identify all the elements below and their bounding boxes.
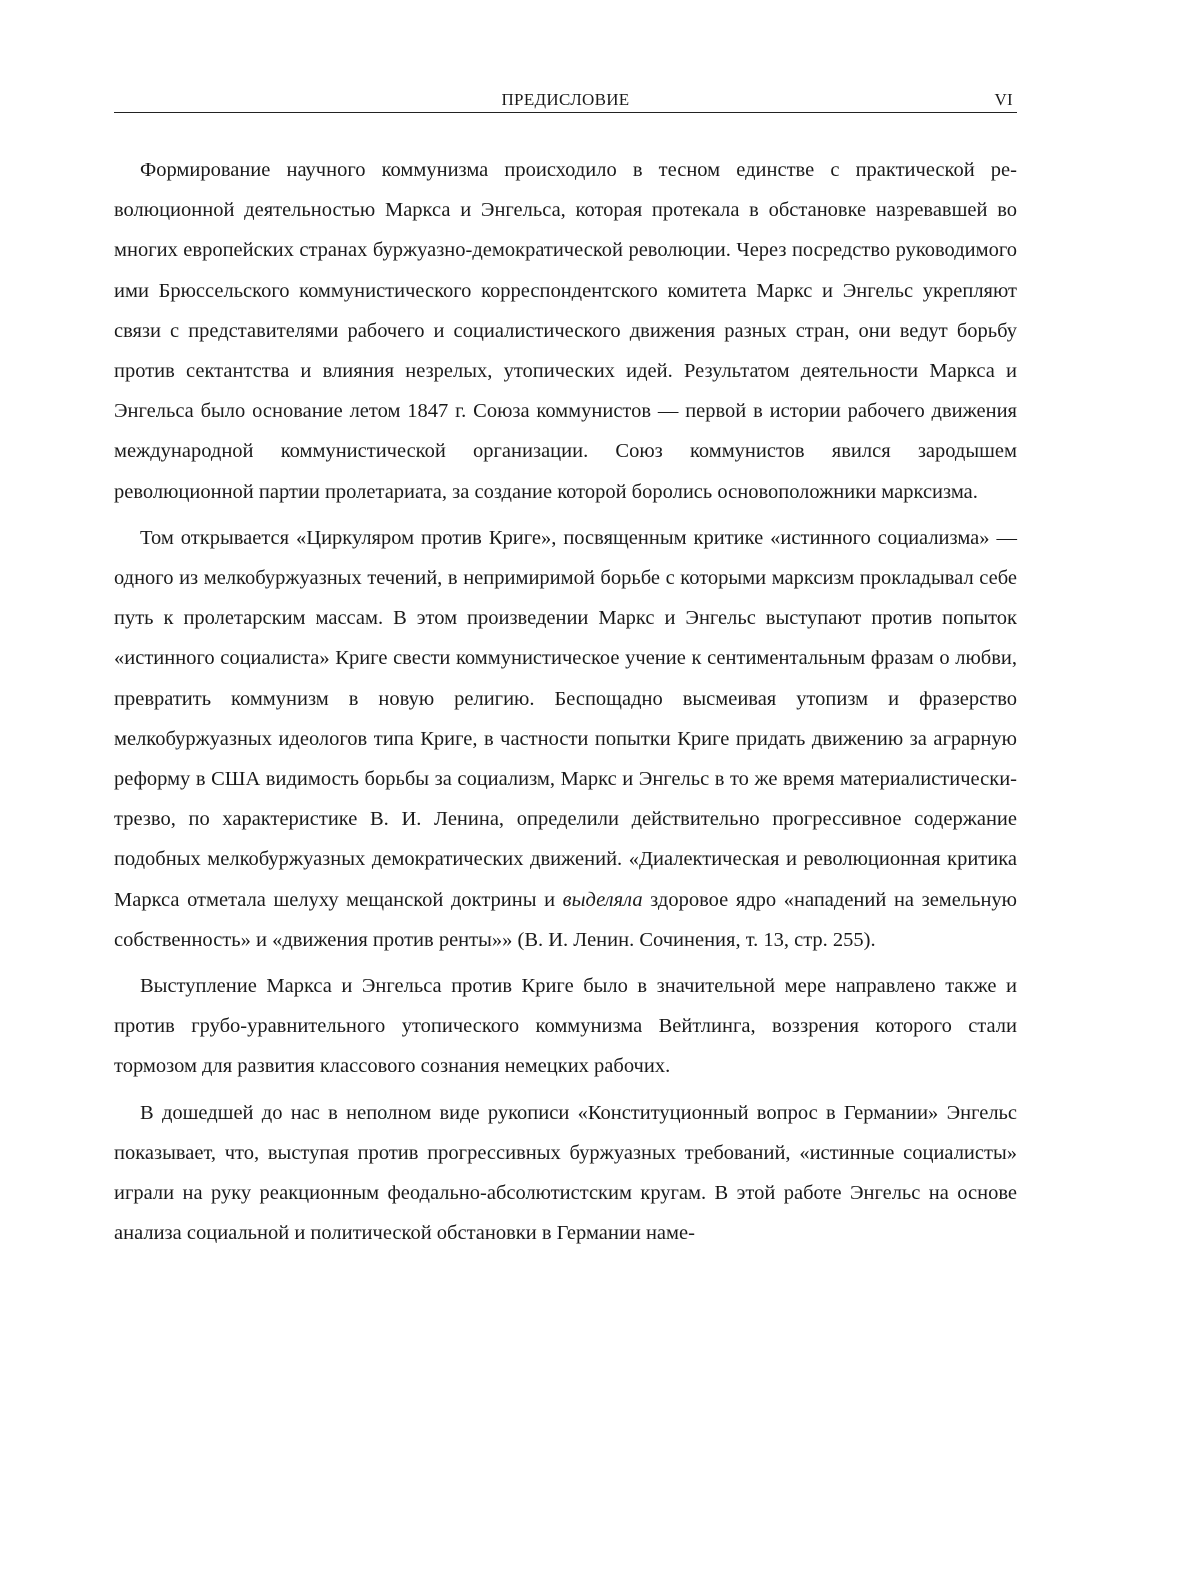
- header-title: ПРЕДИСЛОВИЕ: [501, 90, 630, 109]
- paragraph-4-text: В дошедшей до нас в неполном виде рукописи «Конституционный вопрос в Германии» Энгельс показывает, что, выступая против прогрессивных буржуазных требований, «истинные социалисты» играли на руку реакционным феодально-абсолютистским кругам. В этой работе Энгельс на основе анализа социальной и политической обстановки в Германии наме-: [114, 1101, 1017, 1245]
- body-text: [114, 150, 1017, 1259]
- paragraph-3: [114, 966, 1017, 1087]
- paragraph-2-text: Том открывается «Циркуляром против Криге», посвященным критике «истинного социализма» — одного из мелкобуржуазных течений, в непримиримой борьбе с которыми марксизм прокладывал себе путь к пролетарским массам. В этом произведении Маркс и Энгельс выступают против попыток «истинного социалиста» Криге свести коммунистическое учение к сентиментальным фразам о любви, превратить коммунизм в новую религию. Беспощадно высмеивая утопизм и фразерство мелкобуржуазных идеологов типа Криге, в частности попытки Криге придать движению за аграрную реформу в США видимость борьбы за социализм, Маркс и Энгельс в то же время материалистически-трезво, по характеристике В. И. Ленина, определили действительно прогрессивное содержание подобных мелкобуржуазных демократических движений. «Диалектическая и революционная критика Маркса отметала шелуху мещанской доктрины и: [114, 526, 1017, 911]
- paragraph-1-text: Формирование научного коммунизма происходило в тесном единстве с практической революционной деятельностью Маркса и Энгельса, которая протекала в обстановке назревавшей во многих европейских странах буржуазно-демократической революции. Через посредство руководимого ими Брюссельского коммунистического корреспондентского комитета Маркс и Энгельс укрепляют связи с представителями рабочего и социалистического движения разных стран, они ведут борьбу против сектантства и влияния незрелых, утопических идей. Результатом деятельности Маркса и Энгельса было основание летом 1847 г. Союза коммунистов — первой в истории рабочего движения международной коммунистической организации. Союз коммунистов явился зародышем революционной партии пролетариата, за создание которой боролись основоположники марксизма.: [114, 159, 1017, 503]
- page-number: VI: [994, 90, 1013, 109]
- paragraph-2-tail: здоровое ядро «нападений на земельную собственность» и «движения против ренты»» (В. И. Ленин. Сочинения, т. 13, стр. 255).: [114, 888, 1017, 951]
- paragraph-2-emphasis: выделяла: [562, 888, 643, 911]
- paragraph-4: [114, 1093, 1017, 1254]
- paragraph-3-text: Выступление Маркса и Энгельса против Криге было в значительной мере направлено также и против грубо-уравнительного утопического коммунизма Вейтлинга, воззрения которого стали тормозом для развития классового сознания немецких рабочих.: [114, 975, 1017, 1078]
- running-header: [114, 88, 1017, 113]
- paragraph-2: [114, 518, 1017, 960]
- paragraph-1: [114, 150, 1017, 512]
